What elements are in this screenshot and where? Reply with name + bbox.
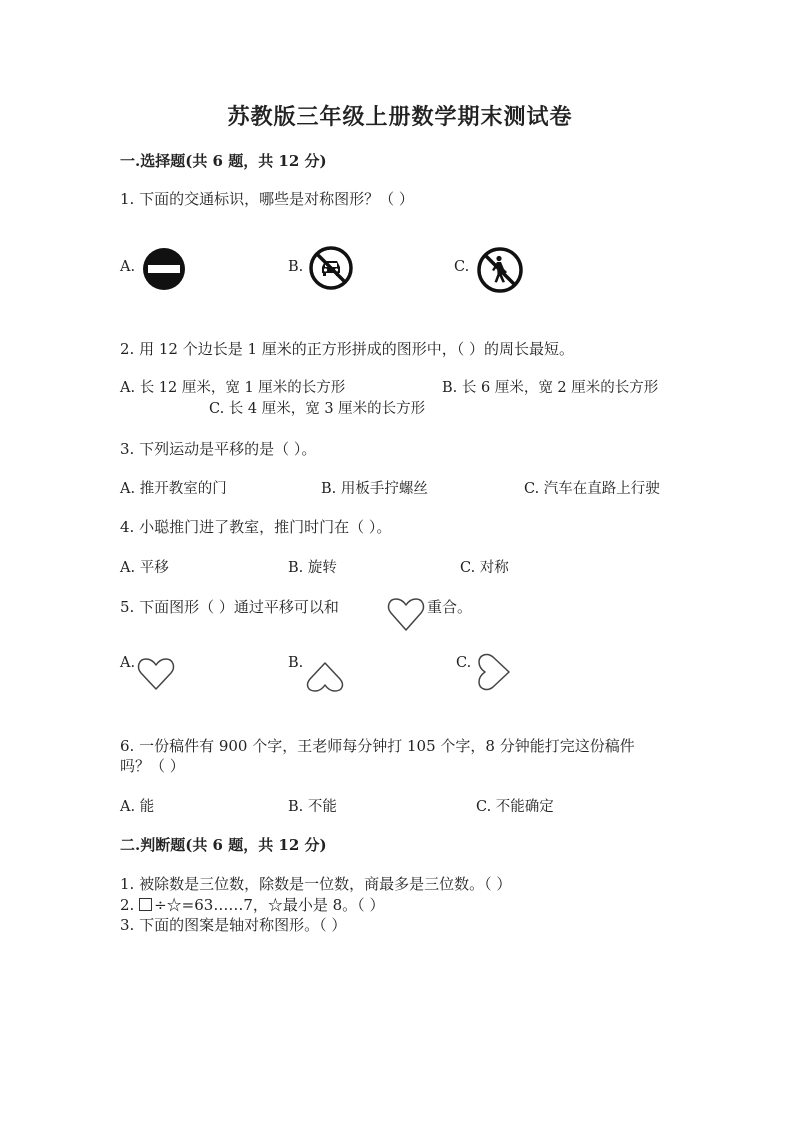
judgement-item-1: 1. 被除数是三位数，除数是一位数，商最多是三位数。（ ） — [120, 875, 512, 893]
q2-option-a: A. 长 12 厘米，宽 1 厘米的长方形 — [120, 380, 346, 396]
question-4: 4. 小聪推门进了教室，推门时门在（ ）。 — [120, 518, 392, 536]
question-6-line-2: 吗？（ ） — [120, 757, 185, 775]
q3-option-b: B. 用板手拧螺丝 — [321, 481, 428, 497]
section-heading-choice: 一.选择题(共 6 题，共 12 分) — [120, 152, 327, 170]
q4-option-b: B. 旋转 — [288, 560, 337, 576]
question-5-text: 5. 下面图形（ ）通过平移可以和 — [120, 598, 339, 616]
heart-rotated-icon — [472, 651, 512, 697]
judgement-item-2-number: 2. — [120, 896, 135, 914]
q6-option-b: B. 不能 — [288, 799, 337, 815]
judgement-item-3: 3. 下面的图案是轴对称图形。（ ） — [120, 916, 347, 934]
q4-option-c: C. 对称 — [460, 560, 509, 576]
question-6-line-1: 6. 一份稿件有 900 个字，王老师每分钟打 105 个字，8 分钟能打完这份稿件 — [120, 737, 635, 755]
blank-square-icon — [139, 898, 152, 911]
q5-option-b-label: B. — [288, 655, 304, 671]
judgement-item-2 — [120, 894, 384, 915]
heart-outline-icon — [386, 596, 426, 638]
q3-option-a: A. 推开教室的门 — [120, 481, 227, 497]
question-1: 1. 下面的交通标识，哪些是对称图形？（ ） — [120, 190, 414, 208]
q5-option-c-label: C. — [456, 655, 472, 671]
q2-option-c: C. 长 4 厘米，宽 3 厘米的长方形 — [209, 401, 426, 417]
judgement-item-2-text: ÷☆=63……7，☆最小是 8。（ ） — [154, 896, 385, 914]
page-title: 苏教版三年级上册数学期末测试卷 — [227, 104, 573, 130]
question-3: 3. 下列运动是平移的是（ ）。 — [120, 440, 317, 458]
no-cars-sign-icon — [309, 246, 353, 294]
q6-option-c: C. 不能确定 — [476, 799, 554, 815]
heart-upright-icon — [136, 656, 176, 696]
q5-option-a-label: A. — [120, 655, 136, 671]
section-heading-judgement: 二.判断题(共 6 题，共 12 分) — [120, 836, 327, 854]
q6-option-a: A. 能 — [120, 799, 155, 815]
q4-option-a: A. 平移 — [120, 560, 169, 576]
question-2: 2. 用 12 个边长是 1 厘米的正方形拼成的图形中，（ ）的周长最短。 — [120, 340, 575, 358]
q1-option-a-label: A. — [120, 259, 136, 275]
no-entry-sign-icon — [142, 247, 186, 295]
q1-option-c-label: C. — [454, 259, 470, 275]
q1-option-b-label: B. — [288, 259, 304, 275]
heart-inverted-icon — [304, 660, 346, 698]
question-5-suffix: 重合。 — [427, 598, 473, 616]
q3-option-c: C. 汽车在直路上行驶 — [524, 481, 660, 497]
q2-option-b: B. 长 6 厘米，宽 2 厘米的长方形 — [442, 380, 659, 396]
no-pedestrians-sign-icon — [477, 247, 523, 297]
